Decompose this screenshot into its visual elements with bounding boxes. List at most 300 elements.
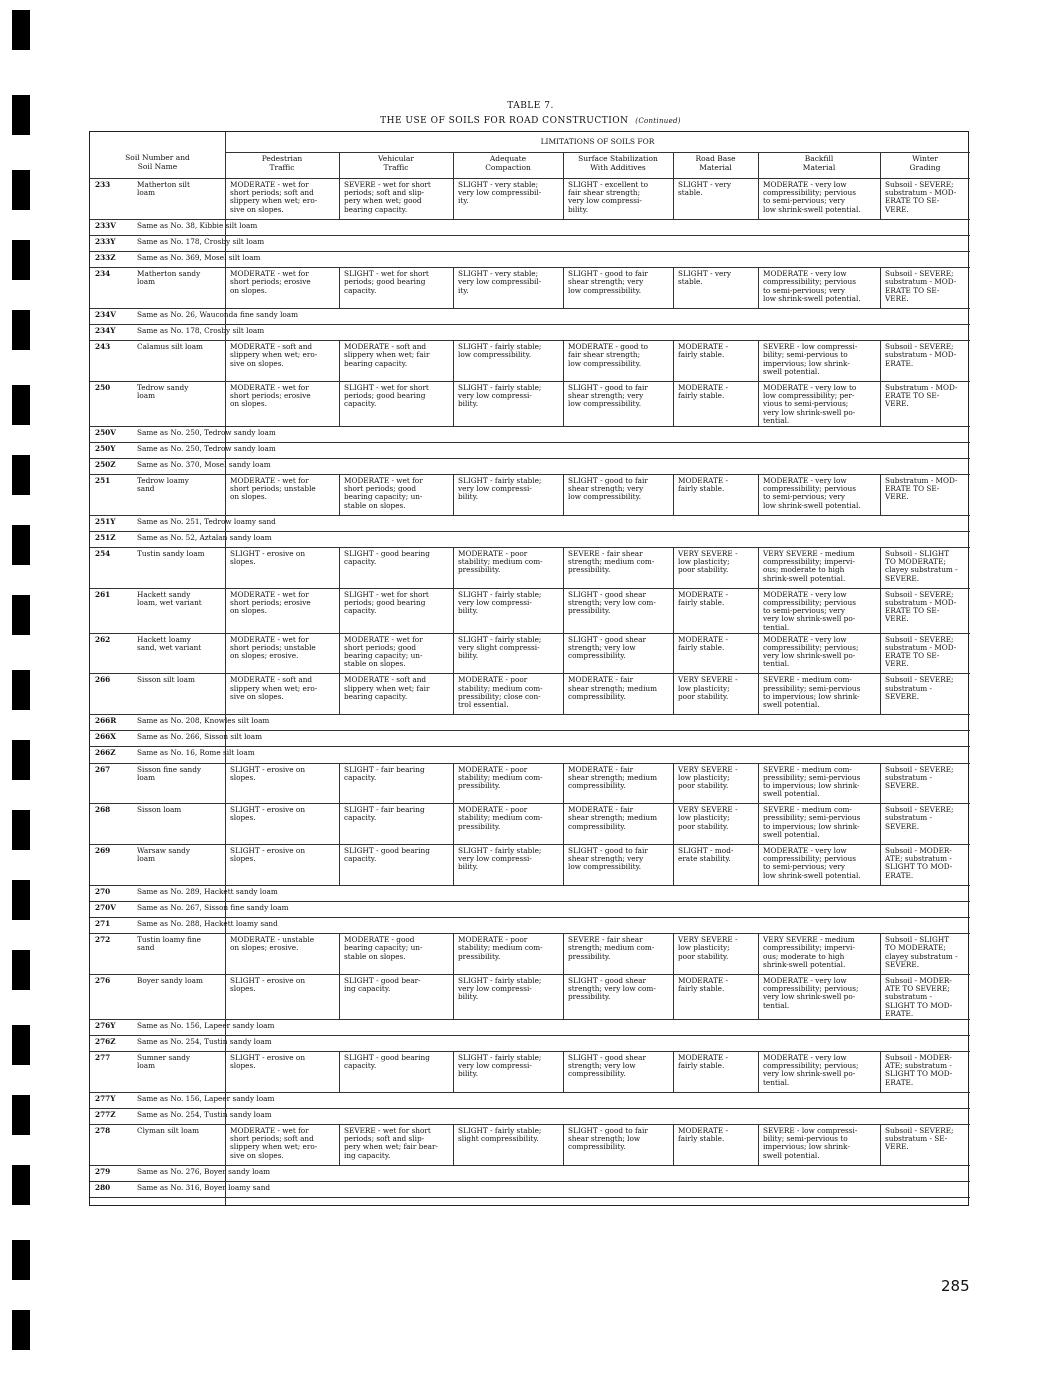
limitation-text: impervious; low shrink- (763, 1142, 850, 1152)
table-subtitle (0, 116, 1061, 126)
soil-number: 276Z (95, 1036, 116, 1046)
limitation-text: MODERATE - fair (568, 675, 634, 685)
same-as-text: Same as No. 254, Tustin sandy loam (137, 1109, 272, 1119)
column-divider (453, 178, 454, 219)
soil-number: 270V (95, 902, 116, 912)
row-divider (90, 267, 970, 268)
column-divider (453, 633, 454, 674)
limitation-text: very low shrink-swell po- (763, 1069, 856, 1079)
limitation-text: very low compressi- (458, 598, 532, 608)
soil-header-line1: Soil Number and (125, 153, 190, 162)
limitation-text: SLIGHT - good to fair (568, 1125, 648, 1135)
limitation-text: pressibility. (458, 565, 501, 575)
row-divider (90, 588, 970, 589)
limitation-text: MODERATE - wet for (230, 269, 309, 279)
limitation-text: ERATE TO SE- (885, 606, 940, 616)
limitation-text: compressibility; pervious; (763, 984, 859, 994)
limitation-text: substratum - SE- (885, 1134, 948, 1144)
limitation-text: Subsoil - SEVERE; (885, 1125, 954, 1135)
limitation-text: SLIGHT - wet for short (344, 589, 429, 599)
limitation-text: MODERATE - very low (763, 589, 847, 599)
limitation-text: substratum - (885, 992, 932, 1002)
limitation-text: SLIGHT - excellent to (568, 180, 648, 189)
limitation-text: ity. (458, 285, 469, 295)
limitation-text: TO MODERATE; (885, 557, 946, 567)
limitation-text: short periods; good (344, 484, 417, 494)
limitation-text: SEVERE. (885, 821, 920, 831)
binder-holes (0, 0, 40, 1380)
soil-name: Calamus silt loam (137, 342, 203, 352)
table-title: TABLE 7. (507, 101, 554, 111)
limitation-text: MODERATE - wet for (344, 476, 423, 486)
row-divider (90, 442, 970, 443)
column-divider (673, 588, 674, 633)
limitation-text: to semi-pervious; very (763, 862, 846, 872)
limitation-text: SEVERE. (885, 959, 920, 969)
binder-hole (12, 525, 30, 565)
limitation-text: MODERATE - very low (763, 1052, 847, 1062)
row-divider (90, 426, 970, 427)
limitation-text: on slopes. (230, 492, 267, 502)
soil-number: 233 (95, 180, 111, 189)
same-as-text: Same as No. 266, Sisson silt loam (137, 732, 263, 742)
limitation-text: shear strength; very (568, 277, 644, 287)
limitation-text: VERY SEVERE - (678, 935, 738, 945)
limitation-text: periods; good bearing (344, 277, 426, 287)
limitation-text: shear strength; medium (568, 813, 658, 823)
column-header-line2: Material (699, 163, 732, 172)
column-divider (563, 474, 564, 515)
column-header-line2: With Additives (590, 163, 646, 172)
column-header-line1: Backfill (804, 154, 834, 163)
limitation-text: VERE. (885, 204, 909, 214)
limitation-text: short periods; unstable (230, 642, 316, 652)
column-divider (563, 381, 564, 426)
limitation-text: SLIGHT TO MOD- (885, 1000, 953, 1010)
column-divider (758, 844, 759, 885)
limitation-text: ERATE. (885, 358, 914, 368)
limitation-text: MODERATE - very low (763, 975, 847, 985)
limitation-text: swell potential. (763, 1150, 820, 1160)
limitation-text: VERE. (885, 293, 909, 303)
limitation-text: tential. (763, 659, 790, 669)
limitation-text: low compressibility; per- (763, 391, 855, 401)
limitation-text: poor stability. (678, 821, 729, 831)
limitation-text: low plasticity; (678, 943, 730, 953)
limitation-text: MODERATE - (678, 589, 728, 599)
limitation-text: VERE. (885, 614, 909, 624)
limitation-text: pressibility. (568, 951, 611, 961)
limitation-text: tential. (763, 622, 790, 632)
limitation-text: shear strength; very (568, 854, 644, 864)
limitation-text: periods; good bearing (344, 598, 426, 608)
row-divider (90, 901, 970, 902)
soil-name: loam (137, 854, 155, 864)
soil-number: 234Y (95, 326, 116, 336)
same-as-text: Same as No. 38, Kibbie silt loam (137, 220, 258, 230)
limitation-text: capacity. (344, 813, 377, 823)
column-divider (563, 673, 564, 714)
same-as-text: Same as No. 250, Tedrow sandy loam (137, 443, 276, 453)
soil-number: 233Z (95, 253, 116, 262)
limitation-text: tential. (763, 415, 790, 425)
soil-name: Boyer sandy loam (137, 975, 203, 985)
soil-number: 280 (95, 1182, 111, 1192)
limitation-text: fairly stable. (678, 1061, 725, 1071)
page-number: 285 (941, 1277, 970, 1295)
limitation-text: ing capacity. (344, 1150, 391, 1160)
same-as-text: Same as No. 276, Boyer sandy loam (137, 1166, 271, 1176)
limitation-text: VERE. (885, 399, 909, 409)
limitation-text: strength; medium com- (568, 557, 655, 567)
limitation-text: low plasticity; (678, 557, 730, 567)
limitation-text: SLIGHT - erosive on (230, 805, 306, 815)
limitation-text: low plasticity; (678, 683, 730, 693)
limitation-text: SLIGHT - erosive on (230, 764, 306, 774)
limitation-text: MODERATE - poor (458, 675, 528, 685)
limitation-text: MODERATE - unstable (230, 935, 315, 945)
limitation-text: low compressibility. (568, 862, 642, 872)
limitation-text: Substratum - MOD- (885, 476, 958, 486)
limitation-text: compressibility; impervi- (763, 557, 855, 567)
subtitle-text: THE USE OF SOILS FOR ROAD CONSTRUCTION (380, 116, 629, 126)
row-divider (90, 917, 970, 918)
limitation-text: ERATE TO SE- (885, 484, 940, 494)
soil-name: loam (137, 391, 155, 401)
limitation-text: compressibility; impervi- (763, 943, 855, 953)
soil-number: 278 (95, 1125, 111, 1135)
limitation-text: VERY SEVERE - medium (763, 549, 855, 559)
limitation-text: MODERATE - poor (458, 764, 528, 774)
limitation-text: SLIGHT - fairly stable; (458, 1052, 542, 1062)
limitation-text: Subsoil - SLIGHT (885, 549, 950, 559)
column-divider (673, 547, 674, 588)
limitation-text: ERATE TO SE- (885, 285, 940, 295)
same-as-text: Same as No. 254, Tustin sandy loam (137, 1036, 272, 1046)
same-as-text: Same as No. 52, Aztalan sandy loam (137, 532, 272, 542)
limitation-text: compressibility; pervious (763, 484, 856, 494)
binder-hole (12, 880, 30, 920)
limitation-text: capacity. (344, 854, 377, 864)
column-divider (673, 803, 674, 844)
soil-number: 276 (95, 975, 111, 985)
same-as-text: Same as No. 267, Sisson fine sandy loam (137, 902, 289, 912)
limitation-text: VERE. (885, 492, 909, 502)
same-as-text: Same as No. 289, Hackett sandy loam (137, 886, 278, 896)
row-divider (90, 1124, 970, 1125)
limitation-text: strength; medium com- (568, 943, 655, 953)
column-divider (453, 803, 454, 844)
limitation-text: bility. (458, 492, 479, 502)
limitation-text: VERY SEVERE - medium (763, 935, 855, 945)
limitation-text: VERY SEVERE - (678, 549, 738, 559)
soil-number: 243 (95, 342, 111, 352)
same-as-text: Same as No. 156, Lapeer sandy loam (137, 1020, 275, 1030)
row-divider (90, 844, 970, 845)
limitation-text: shear strength; low (568, 1134, 641, 1144)
limitation-text: compressibility; pervious; (763, 642, 859, 652)
column-divider (563, 178, 564, 219)
limitation-text: pressibility. (458, 780, 501, 790)
limitation-text: pressibility; semi-pervious (763, 683, 861, 693)
column-divider (673, 178, 674, 219)
limitation-text: MODERATE - very low (763, 269, 847, 279)
column-divider (758, 588, 759, 633)
limitation-text: low compressibility. (568, 358, 642, 368)
limitation-text: SLIGHT - good to fair (568, 846, 648, 856)
limitation-text: ERATE. (885, 1077, 914, 1087)
column-divider (758, 633, 759, 674)
column-divider (758, 474, 759, 515)
column-divider (673, 1051, 674, 1092)
limitation-text: strength; very low (568, 642, 636, 652)
limitation-text: MODERATE - (678, 1052, 728, 1062)
limitation-text: shear strength; medium (568, 772, 658, 782)
limitation-text: SLIGHT - good bearing (344, 1052, 430, 1062)
limitation-text: substratum - MOD- (885, 277, 957, 287)
limitation-text: pressibility. (568, 606, 611, 616)
limitation-text: SLIGHT - fair bearing (344, 805, 425, 815)
column-divider (880, 763, 881, 804)
column-divider (673, 474, 674, 515)
column-divider (339, 763, 340, 804)
limitation-text: MODERATE - very low (763, 634, 847, 644)
row-divider (90, 1181, 970, 1182)
column-divider (758, 803, 759, 844)
limitation-text: ERATE. (885, 870, 914, 880)
row-divider (90, 458, 970, 459)
limitation-text: SLIGHT - good bearing (344, 846, 430, 856)
limitation-text: SLIGHT - good shear (568, 975, 646, 985)
limitation-text: tential. (763, 1000, 790, 1010)
limitation-text: compressibility. (568, 780, 626, 790)
row-divider (90, 1092, 970, 1093)
column-divider (758, 1051, 759, 1092)
limitation-text: short periods; soft and (230, 1134, 314, 1144)
row-divider (90, 803, 970, 804)
limitation-text: shear strength; very (568, 391, 644, 401)
limitation-text: capacity. (344, 1061, 377, 1071)
limitation-text: sive on slopes. (230, 204, 284, 214)
same-as-text: Same as No. 251, Tedrow loamy sand (137, 516, 276, 526)
limitation-text: strength; very low com- (568, 984, 656, 994)
limitation-text: clayey substratum - (885, 951, 958, 961)
limitation-text: MODERATE - (678, 975, 728, 985)
limitation-text: fairly stable. (678, 391, 725, 401)
limitation-text: SLIGHT - mod- (678, 846, 734, 856)
column-divider (563, 588, 564, 633)
limitation-text: strength; very low com- (568, 598, 656, 608)
soil-name: loam (137, 772, 155, 782)
column-divider (758, 933, 759, 974)
row-divider (90, 308, 970, 309)
limitation-text: Subsoil - SEVERE; (885, 634, 954, 644)
limitation-text: to impervious; low shrink- (763, 780, 860, 790)
limitation-text: low shrink-swell potential. (763, 870, 861, 880)
limitation-text: MODERATE - fair (568, 764, 634, 774)
limitation-text: periods; soft and slip- (344, 188, 425, 198)
limitation-text: SLIGHT - good shear (568, 1052, 646, 1062)
column-divider (453, 474, 454, 515)
limitation-text: MODERATE - good (344, 935, 415, 945)
limitation-text: slopes. (230, 1061, 256, 1071)
limitation-text: very low shrink-swell po- (763, 407, 856, 417)
limitation-text: SEVERE - fair shear (568, 935, 643, 945)
column-divider (758, 673, 759, 714)
limitation-text: compressibility; pervious; (763, 1061, 859, 1071)
column-divider (563, 152, 564, 178)
soil-number: 267 (95, 764, 111, 774)
row-divider (90, 673, 970, 674)
limitation-text: very low compressi- (458, 854, 532, 864)
subtitle-suffix: (Continued) (635, 117, 681, 125)
limitation-text: poor stability. (678, 951, 729, 961)
limitation-text: ATE; substratum - (885, 1061, 952, 1071)
limitation-text: bility. (458, 606, 479, 616)
limitation-text: MODERATE - soft and (230, 342, 313, 352)
soil-number: 251 (95, 476, 111, 486)
limitation-text: SEVERE - medium com- (763, 805, 852, 815)
limitation-text: SLIGHT TO MOD- (885, 862, 953, 872)
column-divider (880, 803, 881, 844)
binder-hole (12, 310, 30, 350)
limitation-text: very low compressi- (568, 196, 642, 206)
limitation-text: low compressibility. (458, 350, 532, 360)
limitation-text: SLIGHT - fairly stable; (458, 634, 542, 644)
limitation-text: compressibility. (568, 650, 626, 660)
limitation-text: MODERATE - very low (763, 180, 847, 189)
column-divider (453, 933, 454, 974)
header-bottom-line (90, 178, 970, 179)
soil-number: 261 (95, 589, 111, 599)
soil-name: Sisson silt loam (137, 675, 195, 685)
limitation-text: SLIGHT - good shear (568, 589, 646, 599)
soil-number: 266R (95, 716, 117, 726)
limitation-text: swell potential. (763, 789, 820, 799)
column-divider (758, 152, 759, 178)
limitation-text: MODERATE - good to (568, 342, 649, 352)
column-divider (563, 1124, 564, 1165)
column-divider (880, 267, 881, 308)
limitation-text: SEVERE - medium com- (763, 764, 852, 774)
limitation-text: pery when wet; good (344, 196, 422, 206)
limitation-text: shear strength; medium (568, 683, 658, 693)
limitation-text: SLIGHT - wet for short (344, 382, 429, 392)
row-divider (90, 1035, 970, 1036)
column-divider (758, 340, 759, 381)
limitation-text: VERY SEVERE - (678, 764, 738, 774)
limitation-text: MODERATE - poor (458, 805, 528, 815)
soil-number: 279 (95, 1166, 111, 1176)
limitation-text: SLIGHT - good bearing (344, 549, 430, 559)
column-divider (339, 974, 340, 1019)
limitation-text: sive on slopes. (230, 1150, 284, 1160)
limitation-text: SEVERE - medium com- (763, 675, 852, 685)
limitation-text: Subsoil - SEVERE; (885, 180, 954, 189)
limitation-text: bility. (458, 862, 479, 872)
soil-number: 272 (95, 935, 111, 945)
limitation-text: very low shrink-swell po- (763, 992, 856, 1002)
limitation-text: SLIGHT - erosive on (230, 1052, 306, 1062)
column-divider (673, 933, 674, 974)
limitation-text: SEVERE - wet for short (344, 1125, 431, 1135)
limitation-text: substratum - MOD- (885, 642, 957, 652)
row-divider (90, 763, 970, 764)
soil-number: 234V (95, 309, 116, 319)
limitation-text: MODERATE - soft and (344, 342, 427, 352)
limitation-text: SEVERE - low compressi- (763, 342, 858, 352)
limitation-text: bility. (458, 399, 479, 409)
column-divider (563, 1051, 564, 1092)
column-divider (758, 178, 759, 219)
binder-hole (12, 1025, 30, 1065)
limitation-text: MODERATE - wet for (230, 476, 309, 486)
limitation-text: capacity. (344, 399, 377, 409)
limitation-text: SLIGHT - fairly stable; (458, 589, 542, 599)
soil-number: 277Z (95, 1109, 116, 1119)
column-divider (563, 933, 564, 974)
limitation-text: MODERATE - wet for (230, 382, 309, 392)
limitation-text: bearing capacity; un- (344, 650, 423, 660)
limitation-text: low plasticity; (678, 813, 730, 823)
limitation-text: SLIGHT - fairly stable; (458, 1125, 542, 1135)
limitation-text: substratum - (885, 772, 932, 782)
column-header-line2: Grading (909, 163, 941, 172)
limitation-text: Subsoil - SEVERE; (885, 342, 954, 352)
column-divider (563, 974, 564, 1019)
limitation-text: MODERATE - very low (763, 476, 847, 486)
row-divider (90, 1051, 970, 1052)
limitation-text: bility. (568, 204, 589, 214)
limitation-text: SLIGHT - wet for short (344, 269, 429, 279)
same-as-text: Same as No. 26, Wauconda fine sandy loam (137, 309, 299, 319)
limitation-text: SEVERE - low compressi- (763, 1125, 858, 1135)
limitation-text: stability; medium com- (458, 772, 543, 782)
soil-name: loam (137, 1061, 155, 1071)
binder-hole (12, 950, 30, 990)
limitation-text: slippery when wet; fair (344, 350, 430, 360)
row-divider (90, 1165, 970, 1166)
limitation-text: MODERATE - wet for (230, 634, 309, 644)
limitation-text: pressibility; semi-pervious (763, 813, 861, 823)
limitation-text: to impervious; low shrink- (763, 691, 860, 701)
column-header-line2: Material (802, 163, 836, 172)
limitation-text: VERY SEVERE - (678, 805, 738, 815)
column-divider (563, 763, 564, 804)
column-divider (758, 763, 759, 804)
column-divider (673, 974, 674, 1019)
limitation-text: tential. (763, 1077, 790, 1087)
soil-number: 269 (95, 846, 111, 856)
limitation-text: SEVERE - wet for short (344, 180, 431, 189)
limitation-text: bearing capacity. (344, 358, 408, 368)
limitation-text: ity. (458, 196, 469, 206)
column-divider (758, 974, 759, 1019)
limitation-text: very slight compressi- (458, 642, 540, 652)
limitation-text: sive on slopes. (230, 691, 284, 701)
column-divider (453, 673, 454, 714)
row-divider (90, 933, 970, 934)
limitation-text: MODERATE - (678, 1125, 728, 1135)
soil-name: Clyman silt loam (137, 1125, 199, 1135)
limitation-text: VERE. (885, 1142, 909, 1152)
soil-number: 251Y (95, 516, 116, 526)
limitation-text: SLIGHT - erosive on (230, 549, 306, 559)
column-header-line1: Surface Stabilization (578, 154, 658, 163)
column-divider (453, 1051, 454, 1092)
limitations-header: LIMITATIONS OF SOILS FOR (540, 137, 655, 146)
soil-number: 266Z (95, 748, 116, 758)
